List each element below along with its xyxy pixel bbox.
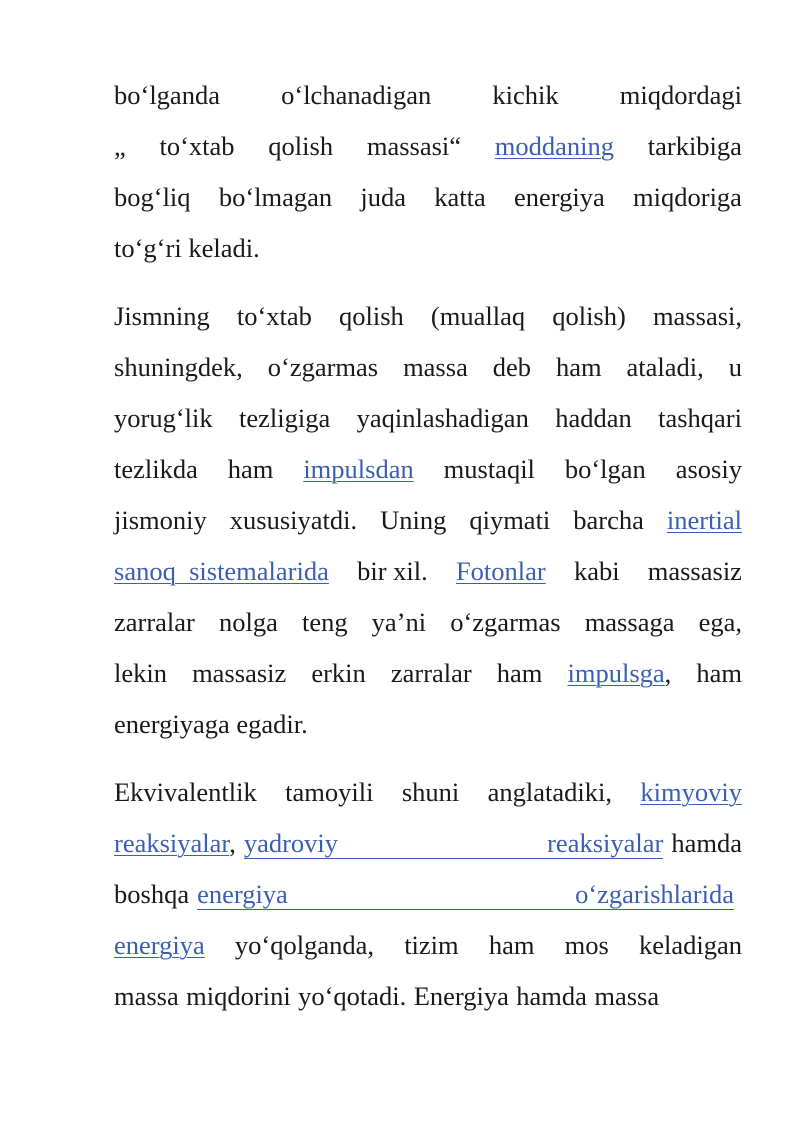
word: miqdoriga [633,182,742,212]
word: Jismning [114,301,210,331]
word: massaga [584,607,675,637]
word: Energiya [413,981,509,1011]
punctuation: , [664,658,672,688]
word: katta [434,182,486,212]
word: ham [555,352,602,382]
text-line [114,818,742,869]
word: o‘lchanadigan [281,80,432,110]
word: juda [360,182,407,212]
word: asosiy [675,454,742,484]
hyperlink-part: yadroviy [243,828,339,858]
word: ataladi, [626,352,704,382]
hyperlink[interactable]: moddaning [494,131,615,161]
hyperlink[interactable]: impulsga [567,658,665,688]
word-group [114,818,236,869]
word: lekin [114,658,167,688]
word: qolish [339,301,404,331]
word: u [728,352,742,382]
document-page [114,70,742,1022]
text-line [114,597,742,648]
hyperlink[interactable]: kimyoviy [640,777,742,807]
text-line [114,121,742,172]
word: miqdorini [186,981,291,1011]
word: zarralar [390,658,472,688]
word: boshqa [114,879,190,909]
hyperlink-spread[interactable] [197,879,734,910]
word: massasi“ [366,131,462,161]
word: bir xil. [357,556,428,586]
text-line [114,920,742,971]
word: hamda [671,828,742,858]
word: deb [492,352,532,382]
word: yo‘qotadi. [298,981,407,1011]
word: yorug‘lik [114,403,213,433]
word: o‘zgarmas [267,352,379,382]
word: massa [594,981,660,1011]
word: teng [301,607,348,637]
word-group [567,648,671,699]
word: shuningdek, [114,352,243,382]
word: ya’ni [371,607,427,637]
word: mos [564,930,609,960]
text-line [114,648,742,699]
paragraph [114,767,742,1022]
word: jismoniy [114,505,207,535]
hyperlink-part: energiya [197,879,288,909]
word: massasiz [647,556,742,586]
word: qiymati [469,505,551,535]
word: „ [114,131,126,161]
word: massasi, [652,301,742,331]
word: ega, [698,607,742,637]
text-line [114,869,742,920]
word: Ekvivalentlik [114,777,257,807]
word: ham [496,658,543,688]
word: kabi [573,556,620,586]
punctuation: , [229,828,236,858]
word: bog‘liq [114,182,191,212]
word: miqdordagi [619,80,742,110]
text-line [114,444,742,495]
text-line [114,767,742,818]
word: erkin [311,658,366,688]
hyperlink-part: reaksiyalar [547,828,664,858]
text-line [114,291,742,342]
text-line [114,342,742,393]
word: tamoyili [285,777,374,807]
word: (muallaq [430,301,526,331]
text-line [114,546,742,597]
word: bo‘lmagan [218,182,333,212]
word: yaqinlashadigan [356,403,529,433]
word: keladigan [638,930,742,960]
word: massa [114,981,179,1011]
text-line [114,495,742,546]
word: zarralar [114,607,195,637]
hyperlink-spread[interactable] [244,828,664,859]
word: massa [403,352,468,382]
text-line [114,699,742,750]
paragraph-gap [114,750,742,767]
word: ham [227,454,274,484]
hyperlink-part: o‘zgarishlarida [575,879,734,909]
word: tezlikda [114,454,198,484]
word: tezligiga [239,403,331,433]
word: anglatadiki, [487,777,612,807]
paragraph [114,70,742,274]
hyperlink[interactable]: impulsdan [303,454,414,484]
word: to‘g‘ri keladi. [114,233,260,263]
word: kichik [492,80,559,110]
word: qolish) [552,301,626,331]
hyperlink[interactable]: sanoq sistemalarida [114,556,329,586]
text-line [114,70,742,121]
word: shuni [401,777,460,807]
word: yo‘qolganda, [234,930,375,960]
word: nolga [218,607,278,637]
word: xususiyatdi. [229,505,358,535]
text-line [114,971,742,1022]
text-line [114,172,742,223]
word: o‘zgarmas [450,607,561,637]
hyperlink[interactable]: reaksiyalar [114,828,230,858]
word: mustaqil [443,454,535,484]
word: tashqari [658,403,742,433]
text-line [114,393,742,444]
hyperlink[interactable]: inertial [666,505,742,535]
word: to‘xtab [236,301,312,331]
word: massasiz [192,658,287,688]
word: barcha [573,505,644,535]
paragraph-gap [114,274,742,291]
text-line [114,223,742,274]
word: energiyaga egadir. [114,709,308,739]
paragraph [114,291,742,750]
word: ham [488,930,535,960]
word: bo‘lganda [114,80,220,110]
word: qolish [268,131,334,161]
word: haddan [555,403,632,433]
word: ham [696,658,742,688]
word: energiya [514,182,605,212]
word: tizim [404,930,459,960]
word: to‘xtab [159,131,235,161]
word: tarkibiga [647,131,742,161]
word: bo‘lgan [564,454,646,484]
word: Uning [380,505,447,535]
hyperlink[interactable]: Fotonlar [455,556,546,586]
hyperlink[interactable]: energiya [114,930,205,960]
word: hamda [516,981,587,1011]
